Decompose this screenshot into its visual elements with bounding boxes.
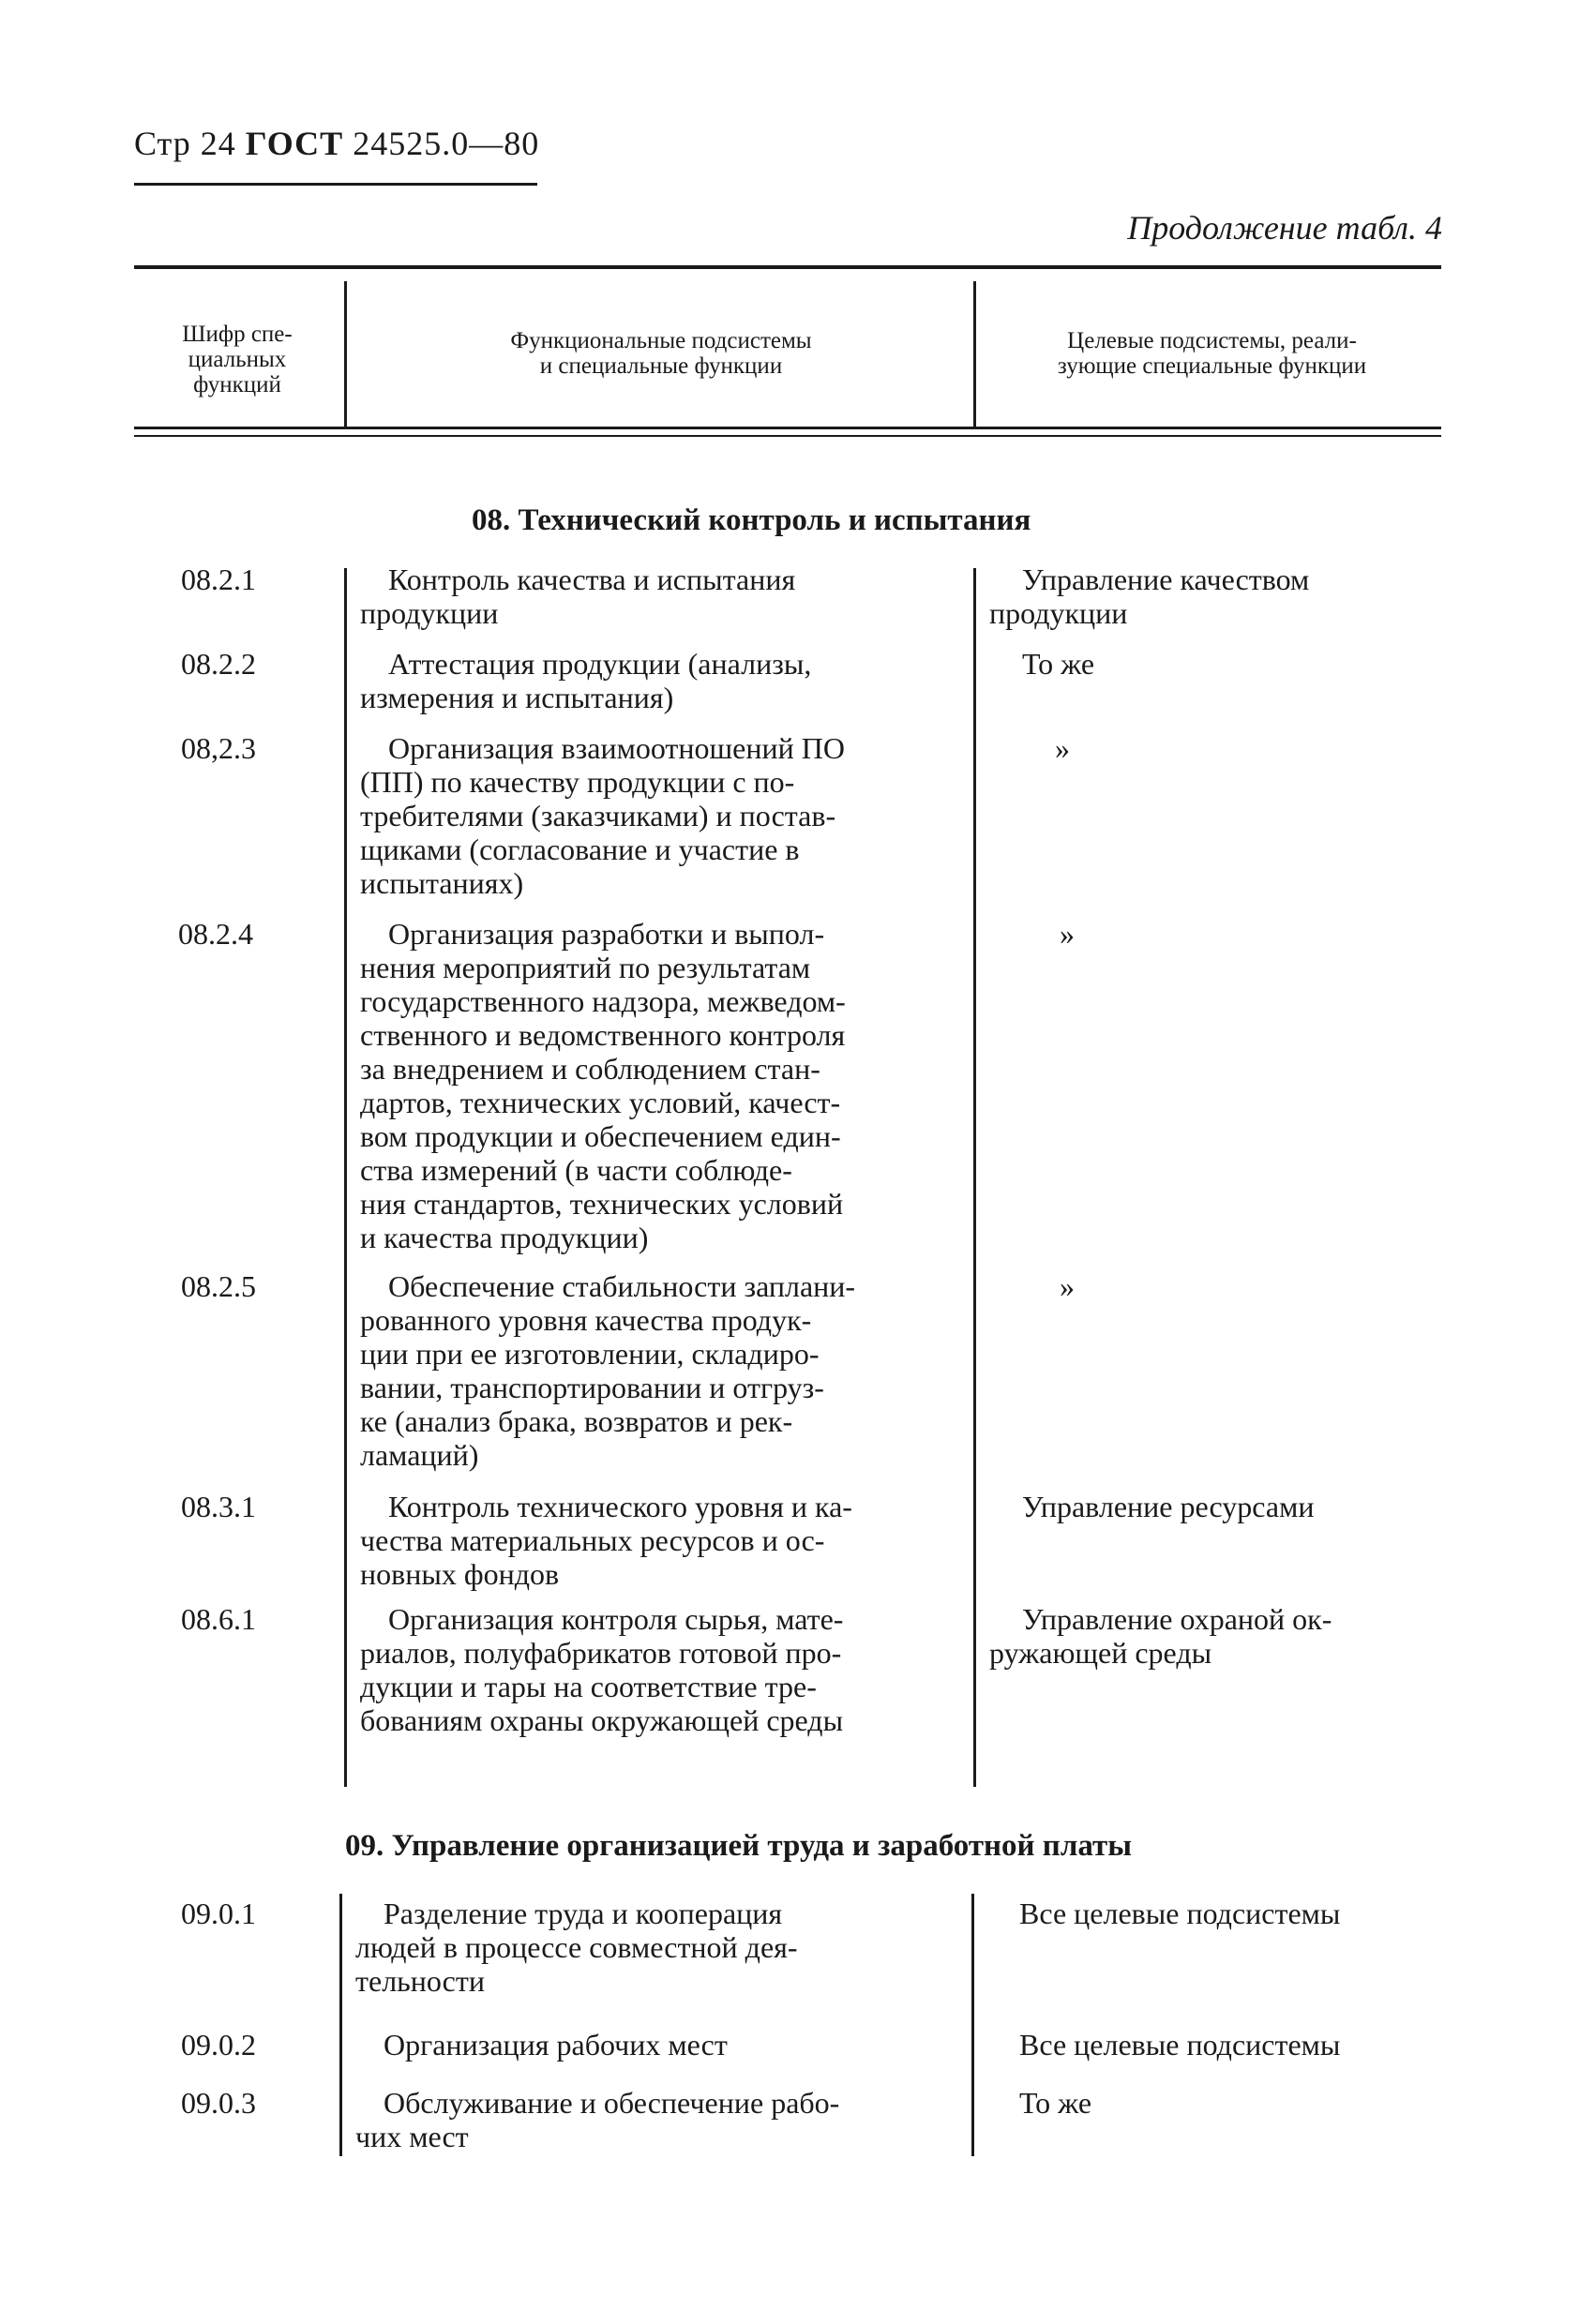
header-line: и специальные функции	[539, 353, 783, 379]
function-line: риалов, полуфабрикатов готовой про-	[360, 1636, 842, 1670]
row-function	[355, 2086, 970, 2153]
row-function	[360, 917, 974, 1254]
function-line: Контроль качества и испытания	[388, 562, 796, 596]
running-head	[134, 124, 539, 163]
header-line: циальных	[188, 347, 287, 372]
function-line: вании, транспортировании и отгруз-	[360, 1371, 824, 1404]
function-line: за внедрением и соблюдением стан-	[360, 1052, 820, 1086]
target-line: Управление охраной ок-	[1022, 1602, 1332, 1636]
header-line: Целевые подсистемы, реали-	[1067, 328, 1357, 353]
row-target	[1019, 2086, 1488, 2120]
function-line: и качества продукции)	[360, 1221, 649, 1254]
function-line: бованиям охраны окружающей среды	[360, 1703, 844, 1737]
header-line: зующие специальные функции	[1057, 353, 1367, 379]
header-line: Шифр спе-	[182, 322, 293, 347]
page-number: 24	[200, 125, 236, 162]
target-line: Все целевые подсистемы	[1019, 1897, 1341, 1930]
function-line: Организация взаимоотношений ПО	[388, 731, 845, 765]
row-target	[989, 562, 1458, 630]
table-top-rule	[134, 265, 1441, 269]
row-code: 09.0.3	[181, 2086, 256, 2120]
function-line: ламаций)	[360, 1438, 479, 1472]
target-line: »	[1055, 731, 1070, 765]
section-09-divider-1	[339, 1894, 342, 2156]
row-target	[1055, 731, 1070, 766]
standard-label: ГОСТ	[245, 125, 344, 162]
row-function	[355, 1897, 970, 1998]
header-line: функций	[193, 372, 281, 397]
row-function	[360, 1269, 974, 1472]
row-target	[1022, 647, 1491, 681]
target-line: продукции	[989, 596, 1128, 630]
row-function	[360, 731, 974, 900]
standard-number: 24525.0—80	[353, 125, 540, 162]
target-line: Управление качеством	[1022, 562, 1310, 596]
function-line: дартов, технических условий, качест-	[360, 1086, 841, 1119]
function-line: государственного надзора, межведом-	[360, 984, 846, 1018]
row-target	[1019, 1897, 1488, 1930]
row-target	[1060, 917, 1075, 952]
function-line: Разделение труда и кооперация	[384, 1897, 783, 1930]
table-header-rule-1	[134, 427, 1441, 429]
function-line: щиками (согласование и участие в	[360, 832, 800, 866]
header-divider-2	[973, 281, 976, 428]
target-line: ружающей среды	[989, 1636, 1212, 1670]
table-header-rule-2	[134, 435, 1441, 437]
section-title-08: 08. Технический контроль и испытания	[472, 503, 1031, 537]
function-line: требителями (заказчиками) и постав-	[360, 799, 836, 832]
header-col-code	[134, 322, 340, 397]
function-line: (ПП) по качеству продукции с по-	[360, 765, 795, 799]
running-head-rule	[134, 183, 537, 186]
row-target	[1019, 2028, 1488, 2062]
row-function	[360, 647, 974, 714]
function-line: Организация разработки и выпол-	[388, 917, 825, 951]
row-code: 08.2.1	[181, 562, 256, 596]
header-col-function	[352, 328, 971, 379]
function-line: ственного и ведомственного контроля	[360, 1018, 846, 1052]
function-line: Обслуживание и обеспечение рабо-	[384, 2086, 840, 2120]
function-line: людей в процессе совместной дея-	[355, 1930, 798, 1964]
row-target	[1022, 1490, 1491, 1523]
function-line: рованного уровня качества продук-	[360, 1303, 812, 1337]
function-line: измерения и испытания)	[360, 681, 674, 714]
target-line: Все целевые подсистемы	[1019, 2028, 1341, 2062]
function-line: чих мест	[355, 2120, 469, 2153]
row-function	[355, 2028, 970, 2062]
row-code: 09.0.1	[181, 1897, 256, 1930]
function-line: ства измерений (в части соблюде-	[360, 1153, 792, 1187]
function-line: ния стандартов, технических условий	[360, 1187, 844, 1221]
target-line: »	[1060, 1269, 1075, 1303]
function-line: продукции	[360, 596, 499, 630]
continuation-note: Продолжение табл. 4	[1127, 209, 1442, 247]
row-code: 08.6.1	[181, 1602, 256, 1636]
row-function	[360, 1490, 974, 1591]
function-line: Контроль технического уровня и ка-	[388, 1490, 852, 1523]
row-function	[360, 562, 974, 630]
function-line: новных фондов	[360, 1557, 560, 1591]
function-line: ции при ее изготовлении, складиро-	[360, 1337, 820, 1371]
row-code: 09.0.2	[181, 2028, 256, 2062]
header-line: Функциональные подсистемы	[510, 328, 812, 353]
function-line: Аттестация продукции (анализы,	[388, 647, 812, 681]
function-line: нения мероприятий по результатам	[360, 951, 811, 984]
target-line: »	[1060, 917, 1075, 951]
row-target	[1060, 1269, 1075, 1304]
row-code: 08.2.4	[178, 917, 253, 951]
section-08-divider-1	[344, 568, 347, 1787]
row-code: 08.3.1	[181, 1490, 256, 1523]
function-line: Обеспечение стабильности заплани-	[388, 1269, 856, 1303]
row-code: 08.2.5	[181, 1269, 256, 1303]
function-line: Организация контроля сырья, мате-	[388, 1602, 844, 1636]
function-line: испытаниях)	[360, 866, 524, 900]
section-09-divider-2	[971, 1894, 974, 2156]
target-line: То же	[1022, 647, 1095, 681]
function-line: дукции и тары на соответствие тре-	[360, 1670, 817, 1703]
function-line: ке (анализ брака, возвратов и рек-	[360, 1404, 793, 1438]
target-line: Управление ресурсами	[1022, 1490, 1315, 1523]
row-code: 08.2.2	[181, 647, 256, 681]
section-title-09: 09. Управление организацией труда и заработной платы	[345, 1829, 1132, 1863]
function-line: Организация рабочих мест	[384, 2028, 728, 2062]
function-line: вом продукции и обеспечением един-	[360, 1119, 841, 1153]
row-target	[989, 1602, 1458, 1670]
header-divider-1	[344, 281, 347, 428]
function-line: чества материальных ресурсов и ос-	[360, 1523, 825, 1557]
target-line: То же	[1019, 2086, 1092, 2120]
function-line: тельности	[355, 1964, 485, 1998]
header-col-target	[980, 328, 1444, 379]
page-prefix: Стр	[134, 125, 191, 162]
row-function	[360, 1602, 974, 1737]
row-code: 08,2.3	[181, 731, 256, 765]
